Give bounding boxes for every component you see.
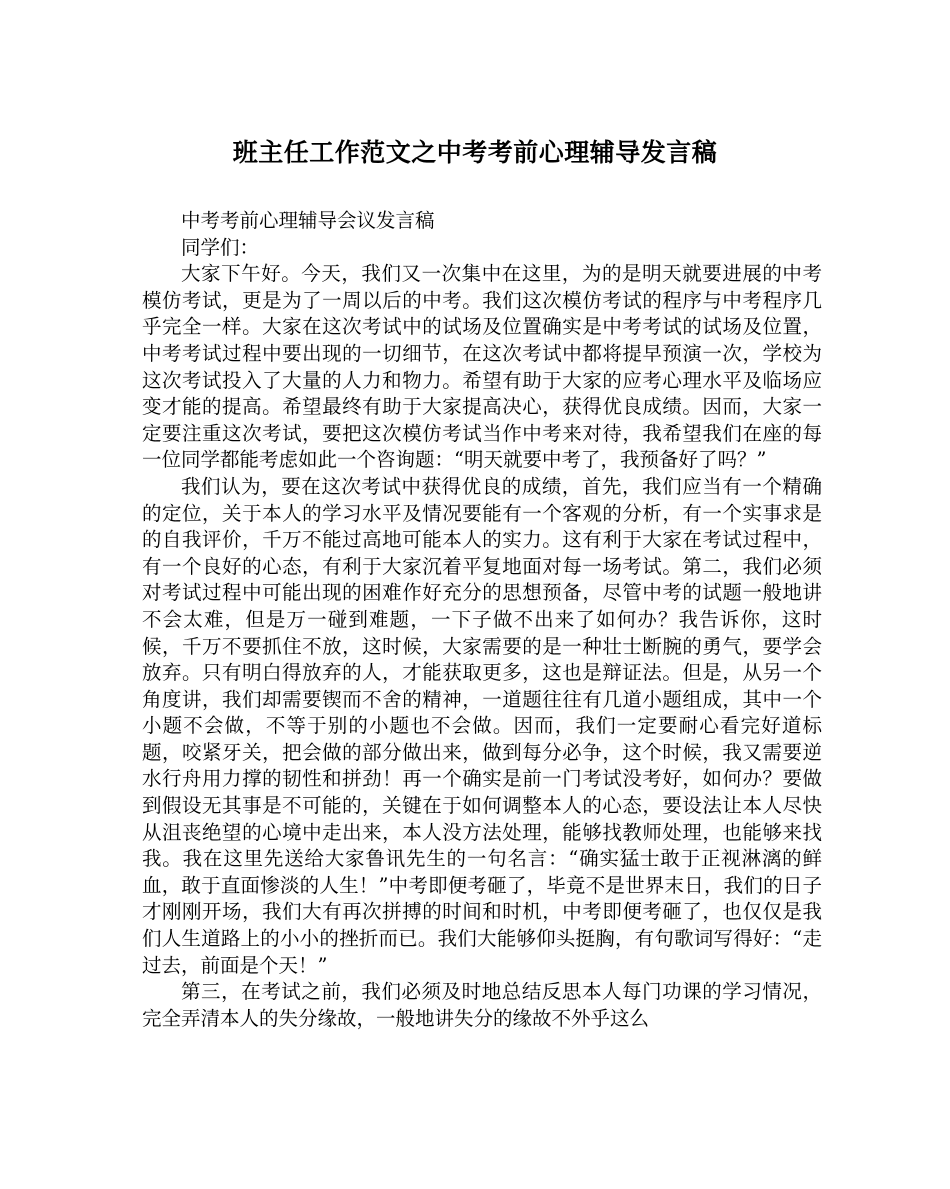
salutation: 同学们： — [181, 235, 260, 259]
speech-subtitle: 中考考前心理辅导会议发言稿 — [181, 209, 435, 232]
paragraph-advice: 我们认为，要在这次考试中获得优良的成绩，首先，我们应当有一个精确的定位，关于本人的学习水平及情况要能有一个客观的分析，有一个实事求是的自我评价，千万不能过高地可能本人的实力。这有利于大家在考试过程中，有一个良好的心态，有利于大家沉着平复地面对每一场考试。第二，我们必须对考试过程中可能出现的困难作好充分的思想预备，尽管中考的试题一般地讲不会太难，但是万一碰到难题，一下子做不出来了如何办？我告诉你，这时候，千万不要抓住不放，这时候，大家需要的是一种壮士断腕的勇气，要学会放弃。只有明白得放弃的人，才能获取更多，这也是辩证法。但是，从另一个角度讲，我们却需要锲而不舍的精神，一道题往往有几道小题组成，其中一个小题不会做，不等于别的小题也不会做。因而，我们一定要耐心看完好道标题，咬紧牙关，把会做的部分做出来，做到每分必争，这个时候，我又需要逆水行舟用力撑的韧性和拼劲！再一个确实是前一门考试没考好，如何办？要做到假设无其事是不可能的，关键在于如何调整本人的心态，要设法让本人尽快从沮丧绝望的心境中走出来，本人没方法处理，能够找教师处理，也能够来找我。我在这里先送给大家鲁讯先生的一句名言：“确实猛士敢于正视淋漓的鲜血，敢于直面惨淡的人生！”中考即便考砸了，毕竟不是世界末日，我们的日子才刚刚开场，我们大有再次拼搏的时间和时机，中考即便考砸了，也仅仅是我们人生道路上的小小的挫折而已。我们大能够仰头挺胸，有句歌词写得好：“走过去，前面是个天！” — [142, 474, 822, 977]
paragraph-greeting: 大家下午好。今天，我们又一次集中在这里，为的是明天就要进展的中考模仿考试，更是为了一周以后的中考。我们这次模仿考试的程序与中考程序几乎完全一样。大家在这次考试中的试场及位置确实是中考考试的试场及位置，中考考试过程中要出现的一切细节，在这次考试中都将提早预演一次，学校为这次考试投入了大量的人力和物力。希望有助于大家的应考心理水平及临场应变才能的提高。希望最终有助于大家提高决心，获得优良成绩。因而，大家一定要注重这次考试，要把这次模仿考试当作中考来对待，我希望我们在座的每一位同学都能考虑如此一个咨询题：“明天就要中考了，我预备好了吗？” — [142, 262, 822, 472]
paragraph-third-point: 第三，在考试之前，我们必须及时地总结反思本人每门功课的学习情况，完全弄清本人的失分缘故，一般地讲失分的缘故不外乎这么 — [142, 980, 822, 1030]
document-title: 班主任工作范文之中考考前心理辅导发言稿 — [232, 138, 718, 167]
document-body — [142, 208, 822, 1032]
